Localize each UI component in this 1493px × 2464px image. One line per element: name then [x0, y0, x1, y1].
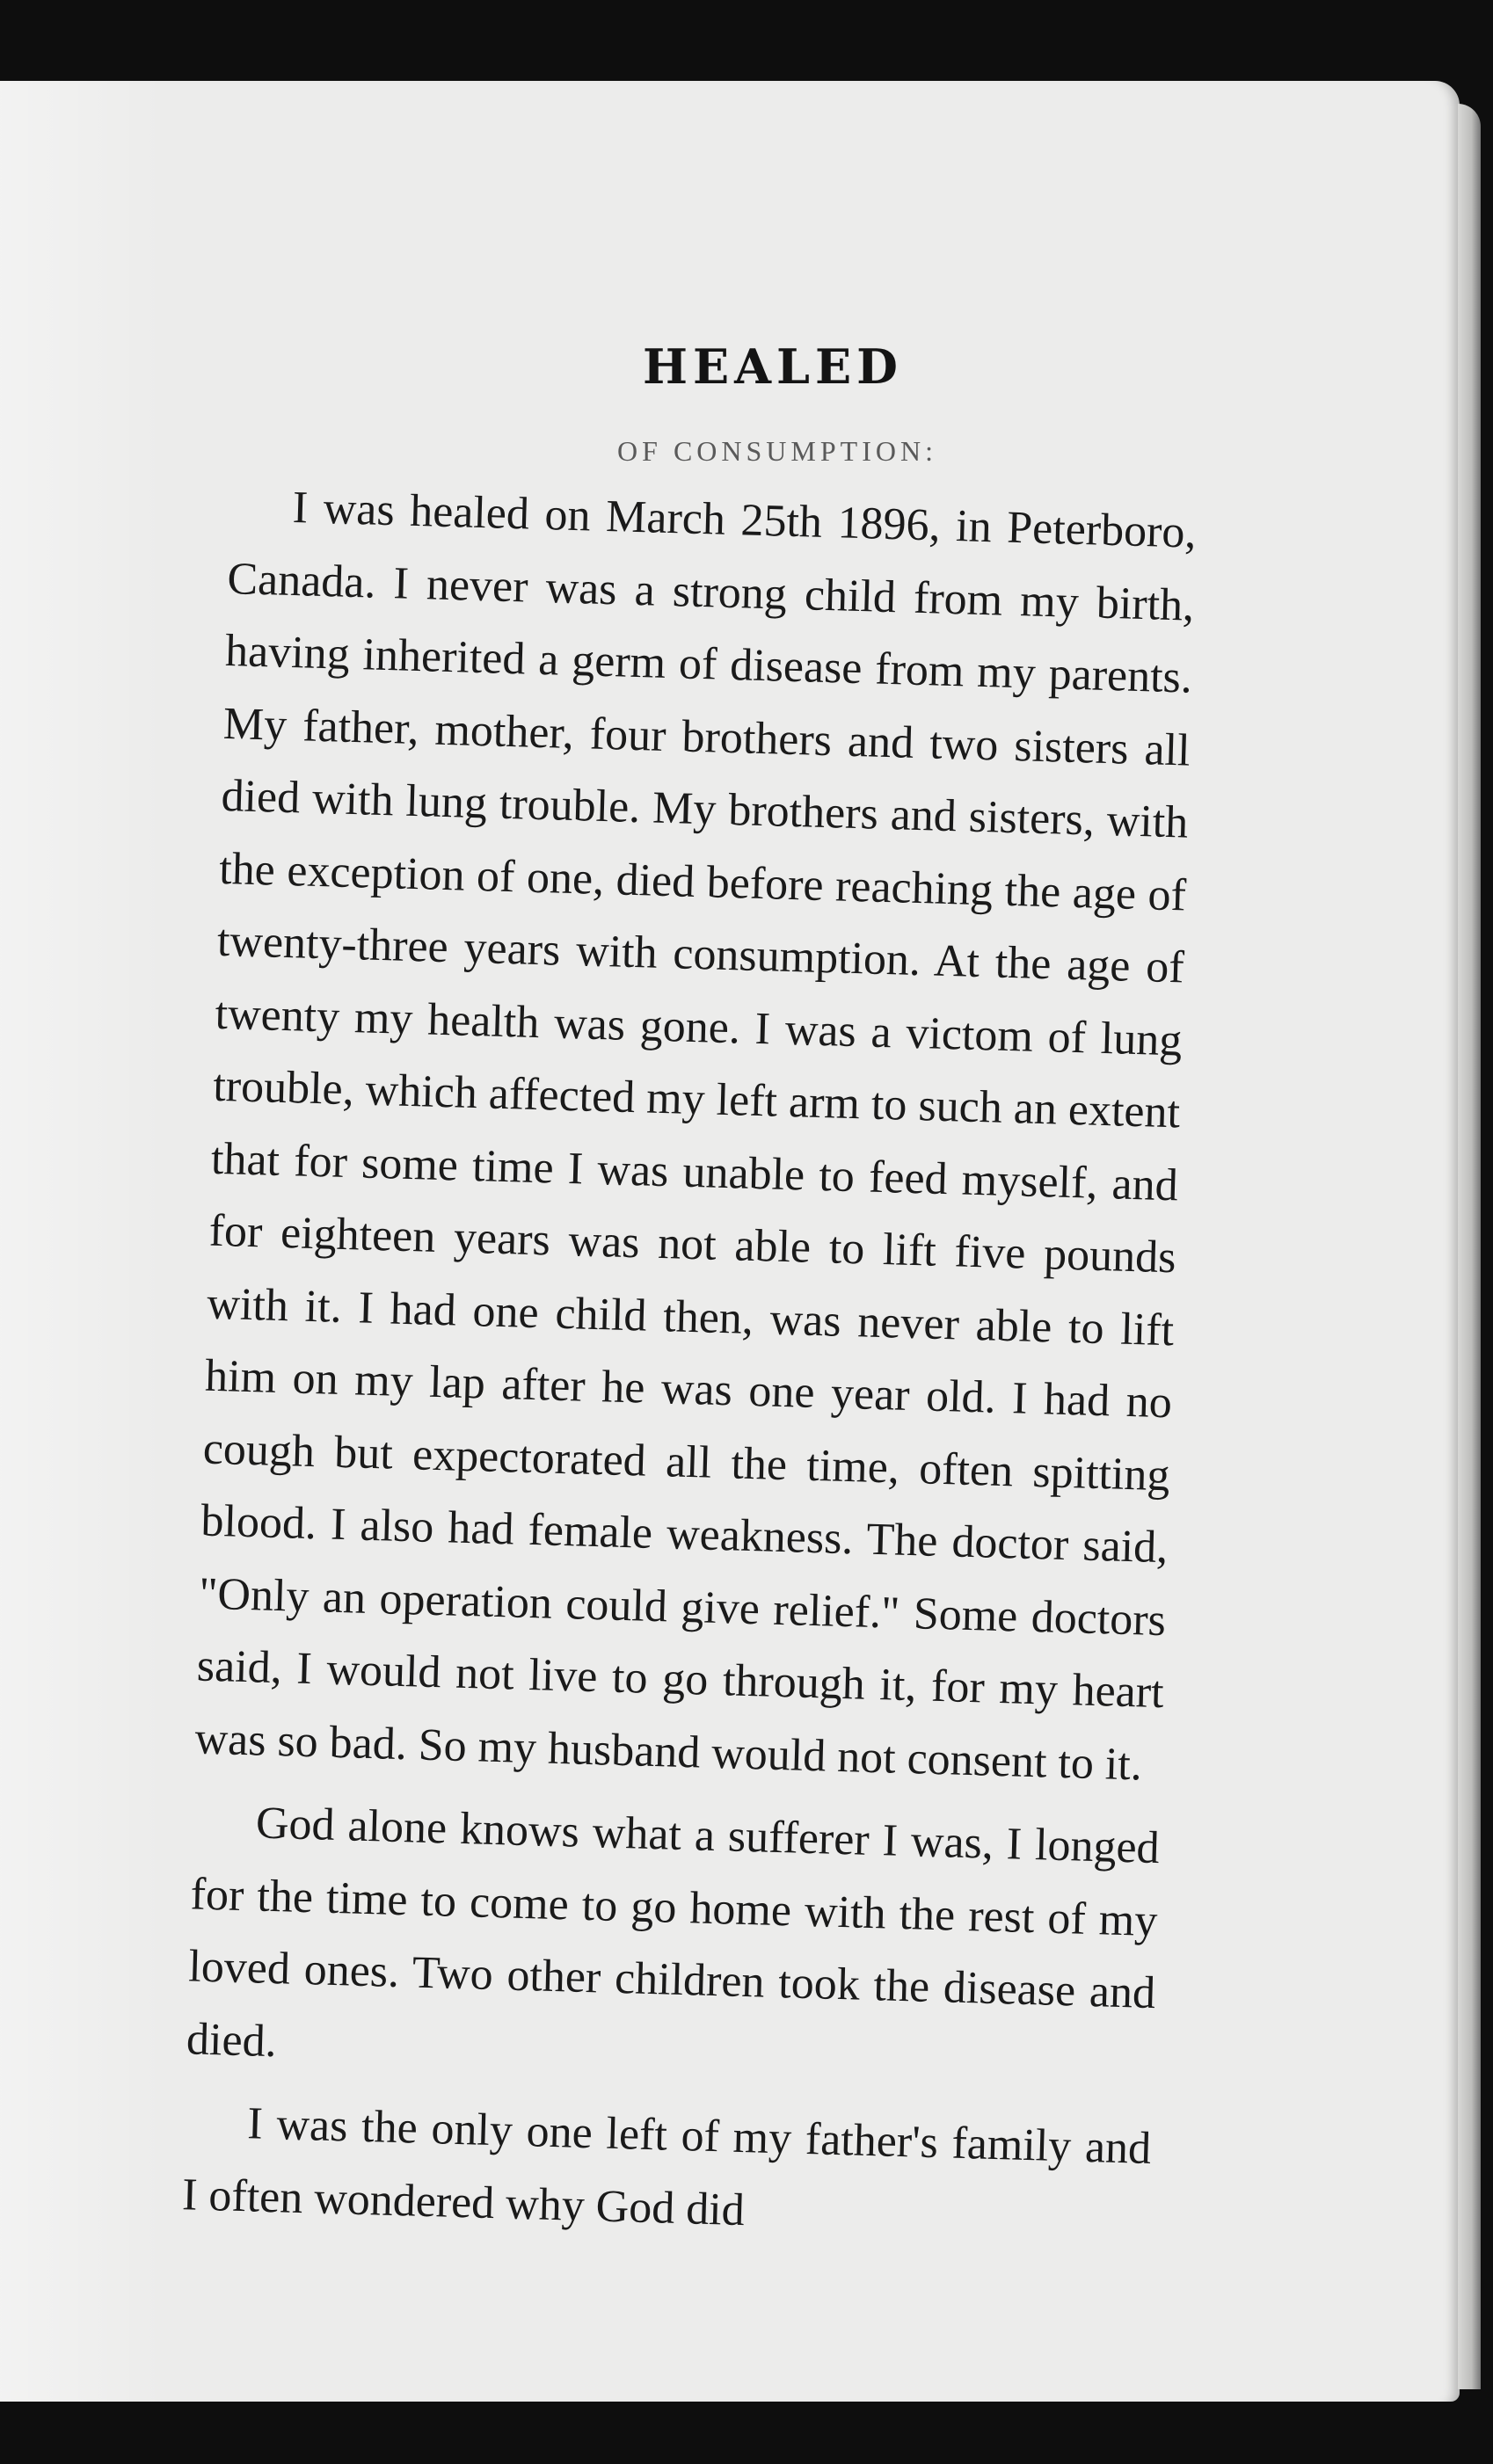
paragraph: I was healed on March 25th 1896, in Peterboro, Canada. I never was a strong child from my birth, having inherited a germ of disease from my parents. My father, mother, four brothers and two sisters all died with lung trouble. My brothers and sisters, with the exception of one, died before reaching the age of twenty-three years with consumption. At the age of twenty my health was gone. I was a victom of lung trouble, which affected my left arm to such an extent that for some time I was unable to feed myself, and for eighteen years was not able to lift five pounds with it. I had one child then, was never able to lift him on my lap after he was one year old. I had no cough but expectorated all the time, often spitting blood. I also had female weakness. The doctor said, "Only an operation could give relief." Some doctors said, I would not live to go through it, for my heart was so bad. So my husband would not consent to it.: [193, 483, 1198, 1791]
page-title: HEALED: [642, 338, 904, 395]
page-subtitle: OF CONSUMPTION:: [617, 435, 937, 467]
paragraph: I was the only one left of my father's family and I often wondered why God did: [181, 2098, 1152, 2235]
body-text: [181, 470, 1198, 2258]
page-gutter-shadow: [0, 81, 167, 2402]
paragraph: God alone knows what a sufferer I was, I longed for the time to come to go home with the rest of my loved ones. Two other children took the disease and died.: [186, 1798, 1161, 2067]
